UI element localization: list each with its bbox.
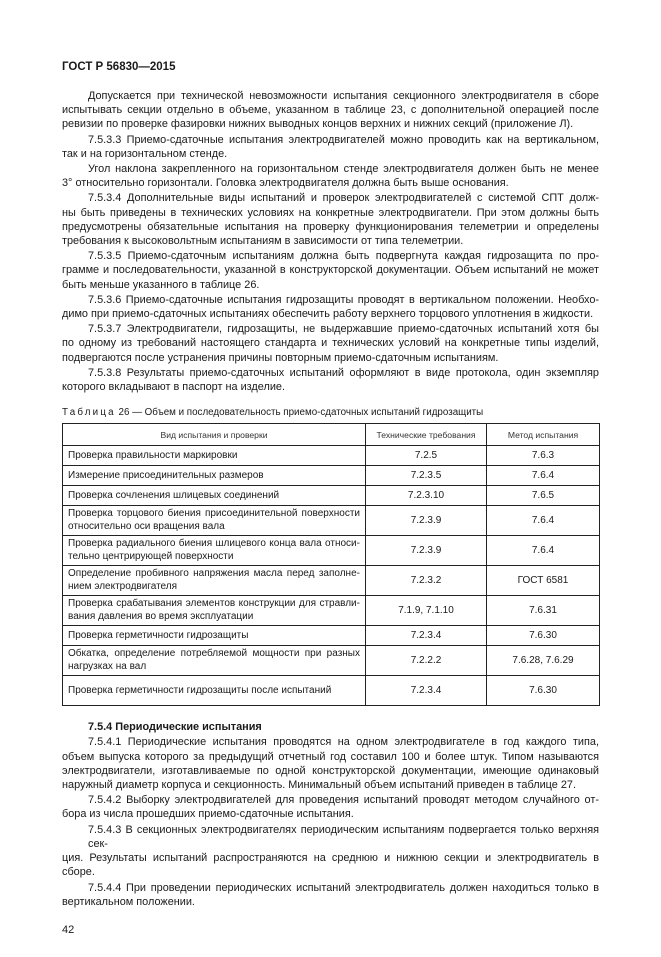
- text-line: Допускается при технической невозможности испытания секционного электродвигателя в сборе: [88, 90, 599, 102]
- method-cell: 7.6.30: [487, 626, 600, 646]
- text-line: предусмотрены обязательные испытания на проверку функционирования телеметрии и определены: [62, 220, 599, 233]
- method-cell: 7.6.4: [487, 466, 600, 486]
- test-type-cell: Измерение присоединительных размеров: [63, 466, 366, 486]
- text-line: требования к высоковольтным испытаниям в зависимости от типа телеметрии.: [62, 235, 464, 248]
- requirements-cell: 7.2.3.2: [366, 566, 487, 596]
- text-line: 3° относительно горизонтали. Головка электродвигателя должна быть выше основания.: [62, 177, 509, 190]
- text-line: ревизии по проверке фазировки нижних выводных концов верхних и нижних секций (приложение Л).: [62, 118, 574, 131]
- test-type-cell: Проверка радиального биения шлицевого конца вала относительно центрирующей поверхности: [63, 536, 366, 566]
- table-row: [63, 536, 600, 566]
- table-row: [63, 676, 600, 706]
- requirements-cell: 7.2.3.5: [366, 466, 487, 486]
- method-cell: 7.6.31: [487, 596, 600, 626]
- text-line: подвергаются после устранения причины повторным приемо-сдаточным испытаниям.: [62, 351, 499, 364]
- text-line: вертикальном положении.: [62, 895, 195, 908]
- requirements-cell: 7.2.3.10: [366, 486, 487, 506]
- text-line: 7.5.4.1 Периодические испытания проводятся на одном электродвигателе в год каждого типа,: [88, 736, 599, 749]
- test-type-cell: Проверка герметичности гидрозащиты: [63, 626, 366, 646]
- text-line: по одному из требований настоящего стандарта и технических условий на конкретные типы изделий,: [62, 337, 599, 350]
- method-cell: ГОСТ 6581: [487, 566, 600, 596]
- text-line: 7.5.3.5 Приемо-сдаточным испытаниям должна быть подвергнута каждая гидрозащита по про-: [88, 250, 599, 263]
- text-line: 7.5.4.3 В секционных электродвигателях периодическим испытаниям подвергается только верхняя сек-: [88, 823, 599, 850]
- section-heading: 7.5.4 Периодические испытания: [88, 721, 262, 734]
- text-line: Угол наклона закрепленного на горизонтальном стенде электродвигателя должен быть не менее: [88, 163, 599, 176]
- text-line: 7.5.3.4 Дополнительные виды испытаний и проверок электродвигателей с системой СПТ долж-: [88, 192, 599, 205]
- body-text-bottom: [62, 720, 599, 909]
- paragraph: [62, 720, 599, 734]
- text-line: быть меньше указанного в таблице 26.: [62, 278, 260, 291]
- text-line: 7.5.3.8 Результаты приемо-сдаточных испытаний оформляют в виде протокола, один экземпляр: [88, 366, 599, 379]
- column-header-test-type: Вид испытания и проверки: [63, 424, 366, 446]
- method-cell: 7.6.30: [487, 676, 600, 706]
- paragraph: [62, 293, 599, 321]
- paragraph: [62, 162, 599, 190]
- method-cell: 7.6.28, 7.6.29: [487, 646, 600, 676]
- text-line: ция. Результаты испытаний распространяются на среднюю и нижнюю секции и электродвигатель в сборе.: [62, 852, 599, 879]
- table-row: [63, 446, 600, 466]
- test-type-cell: Проверка срабатывания элементов конструкции для стравливания давления во время эксплуатации: [63, 596, 366, 626]
- table-caption-title: 26 — Объем и последовательность приемо-сдаточных испытаний гидрозащиты: [115, 407, 484, 419]
- requirements-cell: 7.1.9, 7.1.10: [366, 596, 487, 626]
- text-line: 7.5.3.6 Приемо-сдаточные испытания гидрозащиты проводят в вертикальном положении. Необхо-: [88, 293, 599, 306]
- test-type-cell: Проверка торцового биения присоединительной поверхности относительно оси вращения вала: [63, 506, 366, 536]
- requirements-cell: 7.2.3.4: [366, 626, 487, 646]
- paragraph: [62, 191, 599, 248]
- table-row: [63, 596, 600, 626]
- method-cell: 7.6.4: [487, 536, 600, 566]
- body-text-top: [62, 89, 599, 394]
- table-row: [63, 626, 600, 646]
- method-cell: 7.6.5: [487, 486, 600, 506]
- paragraph: [62, 793, 599, 821]
- method-cell: 7.6.3: [487, 446, 600, 466]
- table-row: [63, 486, 600, 506]
- test-type-cell: Проверка герметичности гидрозащиты после испытаний: [63, 676, 366, 706]
- table-caption: [62, 406, 599, 419]
- paragraph: [62, 366, 599, 394]
- text-line: объем выпуска которого за предыдущий отчетный год составил 100 и более штук. Типом называются: [62, 750, 599, 763]
- table-row: [63, 646, 600, 676]
- paragraph: [62, 322, 599, 365]
- text-line: электродвигатели, изготавливаемые по одной конструкторской документации, имеющие одинаковый: [62, 764, 599, 777]
- table-header-row: [63, 424, 600, 446]
- text-line: так и на горизонтальном стенде.: [62, 147, 228, 160]
- text-line: 7.5.4.2 Выборку электродвигателей для проведения испытаний проводят методом случайного от-: [88, 794, 599, 807]
- paragraph: [62, 823, 599, 880]
- test-type-cell: Проверка правильности маркировки: [63, 446, 366, 466]
- text-line: испытывать секции отдельно в объеме, указанном в таблице 23, с дополнительной операцией после: [62, 104, 599, 117]
- text-line: димо при приемо-сдаточных испытаниях обеспечить работу верхнего торцового уплотнения в жидкости.: [62, 308, 594, 321]
- text-line: грамме и последовательности, указанной в конструкторской документации. Объем испытаний не может: [62, 264, 599, 277]
- text-line: ны быть приведены в технических условиях на конкретные электродвигатели. При этом должны быть: [62, 206, 599, 219]
- requirements-cell: 7.2.2.2: [366, 646, 487, 676]
- test-type-cell: Проверка сочленения шлицевых соединений: [63, 486, 366, 506]
- paragraph: [62, 735, 599, 792]
- column-header-requirements: Технические требования: [366, 424, 487, 446]
- test-type-cell: Обкатка, определение потребляемой мощности при разных нагрузках на вал: [63, 646, 366, 676]
- paragraph: [62, 89, 599, 132]
- requirements-cell: 7.2.5: [366, 446, 487, 466]
- requirements-cell: 7.2.3.4: [366, 676, 487, 706]
- table-row: [63, 506, 600, 536]
- page-number: 42: [62, 923, 75, 936]
- paragraph: [62, 881, 599, 909]
- text-line: 7.5.4.4 При проведении периодических испытаний электродвигатель должен находиться только в: [88, 881, 599, 894]
- text-line: наружный диаметр корпуса и секционность. Минимальный объем испытаний приведен в таблице 27.: [62, 779, 577, 792]
- text-line: 7.5.3.7 Электродвигатели, гидрозащиты, не выдержавшие приемо-сдаточных испытаний хотя бы: [88, 323, 599, 336]
- table-caption-word: Таблица: [62, 407, 116, 419]
- text-line: 7.5.3.3 Приемо-сдаточные испытания электродвигателей можно проводить как на вертикальном,: [88, 133, 599, 146]
- document-header: ГОСТ Р 56830—2015: [62, 61, 176, 73]
- paragraph: [62, 133, 599, 161]
- requirements-cell: 7.2.3.9: [366, 506, 487, 536]
- table-row: [63, 466, 600, 486]
- method-cell: 7.6.4: [487, 506, 600, 536]
- table-26: [62, 423, 600, 706]
- table-row: [63, 566, 600, 596]
- requirements-cell: 7.2.3.9: [366, 536, 487, 566]
- column-header-method: Метод испытания: [487, 424, 600, 446]
- test-type-cell: Определение пробивного напряжения масла перед заполнением электродвигателя: [63, 566, 366, 596]
- paragraph: [62, 249, 599, 292]
- text-line: которого вкладывают в паспорт на изделие.: [62, 381, 285, 394]
- text-line: бора из числа прошедших приемо-сдаточные испытания.: [62, 808, 354, 821]
